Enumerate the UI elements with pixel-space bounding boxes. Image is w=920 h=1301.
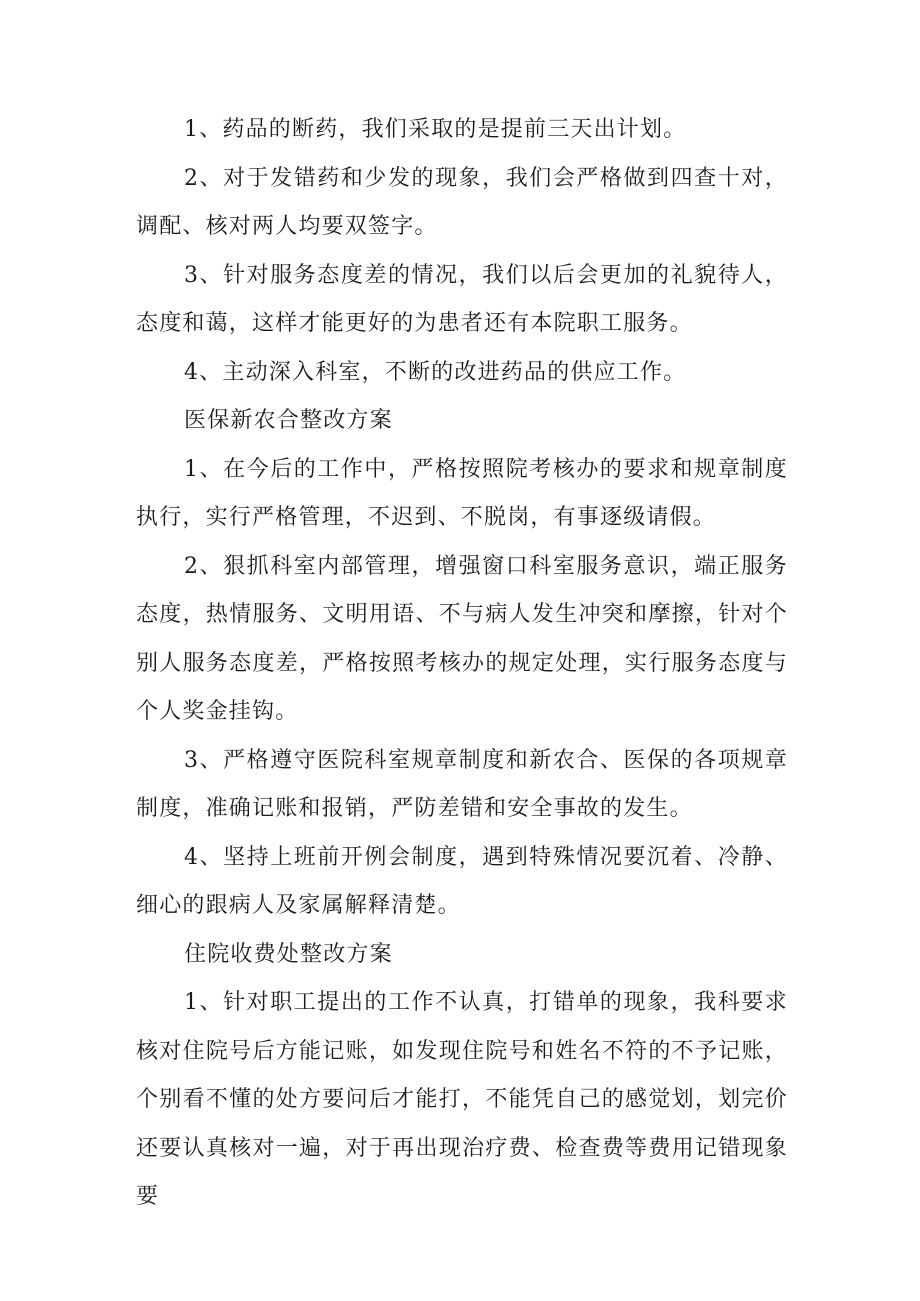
pharmacy-item-4: 4、主动深入科室，不断的改进药品的供应工作。: [184, 359, 687, 385]
insurance-item-4: 4、坚持上班前开例会制度，遇到特殊情况要沉着、冷静、细心的跟病人及家属解释清楚。: [136, 844, 788, 918]
insurance-item-1: 1、在今后的工作中，严格按照院考核办的要求和规章制度执行，实行严格管理，不迟到、不脱岗，有事逐级请假。: [136, 456, 788, 530]
pharmacy-item-1: 1、药品的断药，我们采取的是提前三天出计划。: [184, 117, 687, 142]
pharmacy-item-2: 2、对于发错药和少发的现象，我们会严格做到四查十对，调配、核对两人均要双签字。: [136, 165, 788, 239]
section-heading-insurance: 医保新农合整改方案: [184, 408, 393, 433]
insurance-item-3: 3、严格遵守医院科室规章制度和新农合、医保的各项规章制度，准确记账和报销，严防差错和安全事故的发生。: [136, 747, 788, 821]
document-body: [136, 106, 788, 1222]
billing-item-1: 1、针对职工提出的工作不认真，打错单的现象，我科要求核对住院号后方能记账，如发现住院号和姓名不符的不予记账，个别看不懂的处方要问后才能打，不能凭自己的感觉划，划完价还要认真核对一遍，对于再出现治疗费、检查费等费用记错现象要: [136, 990, 788, 1209]
section-heading-billing: 住院收费处整改方案: [184, 941, 393, 967]
pharmacy-item-3: 3、针对服务态度差的情况，我们以后会更加的礼貌待人，态度和蔼，这样才能更好的为患者还有本院职工服务。: [136, 262, 788, 336]
insurance-item-2: 2、狠抓科室内部管理，增强窗口科室服务意识，端正服务态度，热情服务、文明用语、不与病人发生冲突和摩擦，针对个别人服务态度差，严格按照考核办的规定处理，实行服务态度与个人奖金挂钩。: [136, 553, 788, 724]
